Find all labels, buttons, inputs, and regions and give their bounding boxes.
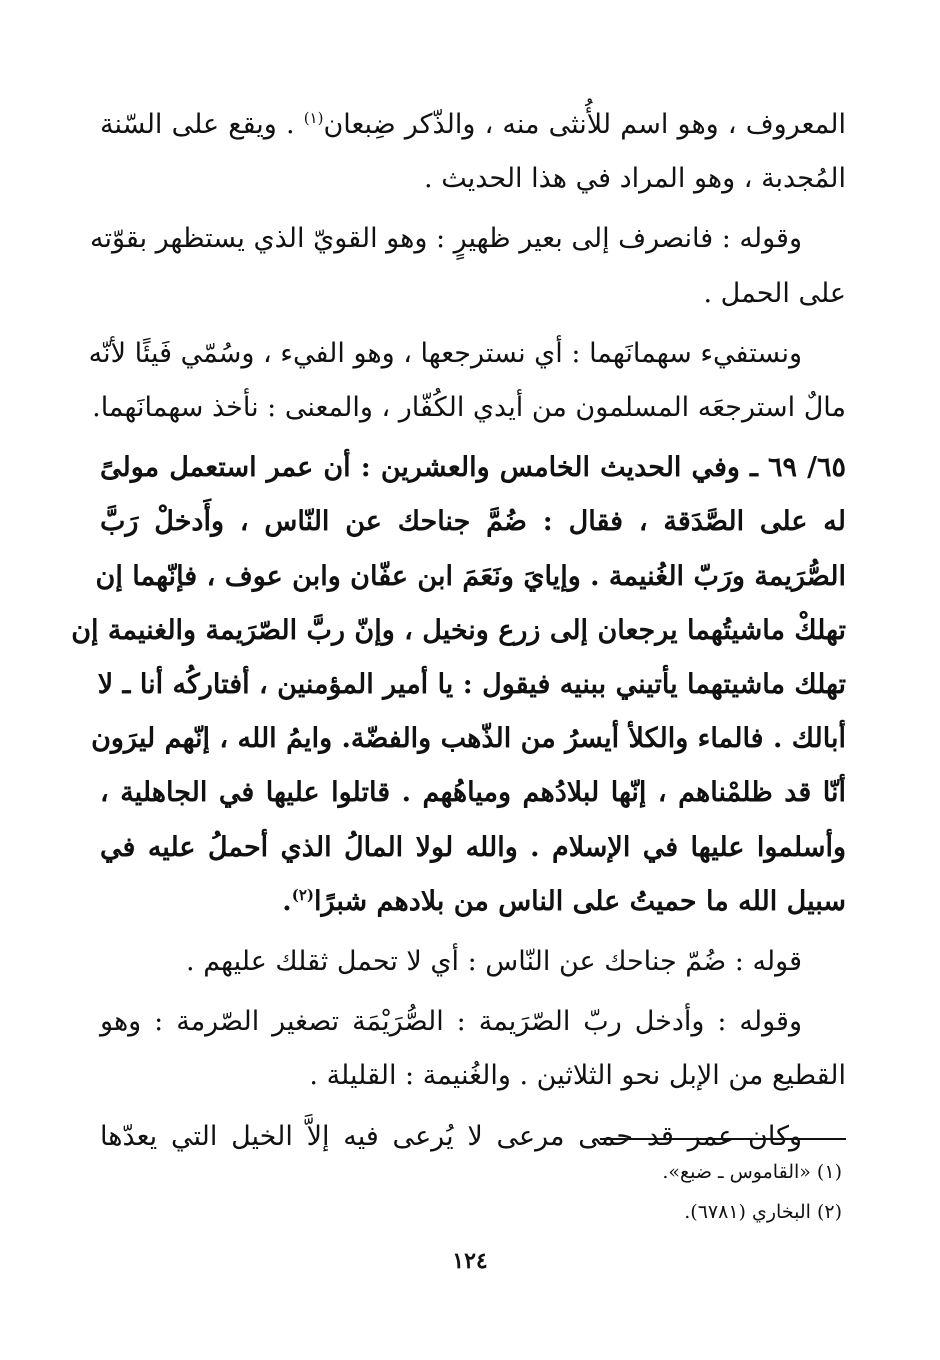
text-line: قوله : ضُمّ جناحك عن النّاس : أي لا تحمل ثقلك عليهم . [186,946,802,978]
text-line: المعروف ، وهو اسم للأُنثى منه ، والذّكر ضِبعان$^{(١)}$ . ويقع على السّنة [100,109,846,140]
text-line: تهلك ماشيتهما يأتيني ببنيه فيقول : يا أمير المؤمنين ، أفتاركُه أنا ـ لا [97,669,846,701]
text-line: تهلكْ ماشيتُهما يرجعان إلى زرع ونخيل ، وإنّ ربَّ الصّرَيمة والغنيمة إن [71,614,846,646]
text-line: القطيع من الإبل نحو الثلاثين . والغُنيمة : القليلة . [309,1060,846,1092]
text-line: أنّا قد ظلمْناهم ، إنّها لبلادُهم ومياهُهم . قاتلوا عليها في الجاهلية ، [100,777,846,809]
text-line: له على الصَّدَقة ، فقال : ضُمَّ جناحك عن النّاس ، وأَدخلْ رَبَّ [100,506,846,538]
text-line: ٦٥/ ٦٩ ـ وفي الحديث الخامس والعشرين : أن عمر استعمل مولىً [100,452,847,484]
text-line: وقوله : وأدخل ربّ الصّرَيمة : الصُّرَيْمَة تصغير الصّرمة : وهو [100,1006,802,1038]
footnote-ref-2: (٢) [291,885,314,904]
footnotes [662,1152,842,1232]
footnote-2: (٢) البخاري (٦٧٨١). [684,1201,842,1223]
paragraph-3 [88,327,846,435]
text-line: مالٌ استرجعَه المسلمون من أيدي الكُفّار ، والمعنى : نأخذ سهمانَهما. [92,392,846,424]
text-line: وقوله : فانصرف إلى بعير ظهيرٍ : وهو القويّ الذي يستظهر بقوّته [89,223,802,255]
paragraph-1 [100,98,846,206]
text-line: أبالك . فالماء والكلأ أيسرُ من الذّهب والفضّة. وايمُ الله ، إنّهم ليرَون [91,723,846,755]
hadith-heading: ٦٥/ ٦٩ ـ وفي الحديث الخامس والعشرين [380,452,847,484]
main-text [71,98,847,1164]
footnote-divider [600,1138,846,1140]
paragraph-6 [100,995,846,1103]
text-line: وكان عمر قد حمى مرعى لا يُرعى فيه إلاَّ الخيل التي يعدّها [100,1120,802,1152]
page-number: ١٢٤ [452,1248,488,1274]
footnote-ref-1: (١) [303,109,324,127]
text-line: سبيل الله ما حميتُ على الناس من بلادهم شبرًا$^{(٢)}$. [282,885,846,917]
text-line: المُجدبة ، وهو المراد في هذا الحديث . [424,163,846,195]
text-line: الصُّرَيمة ورَبّ الغُنيمة . وإيايَ ونَعَمَ ابن عفّان وابن عوف ، فإنّهما إن [95,560,846,592]
paragraph-2 [89,212,846,320]
paragraph-5 [100,935,846,989]
paragraph-4 [71,441,847,929]
text-line: على الحمل . [703,277,846,309]
footnote-1: (١) «القاموس ـ ضبع». [662,1161,842,1183]
text-line: وأسلموا عليها في الإسلام . والله لولا المالُ الذي أحملُ عليه في [100,831,846,863]
text-line: ونستفيء سهمانَهما : أي نسترجعها ، وهو الفيء ، وسُمّي فَيئًا لأنّه [88,337,802,369]
